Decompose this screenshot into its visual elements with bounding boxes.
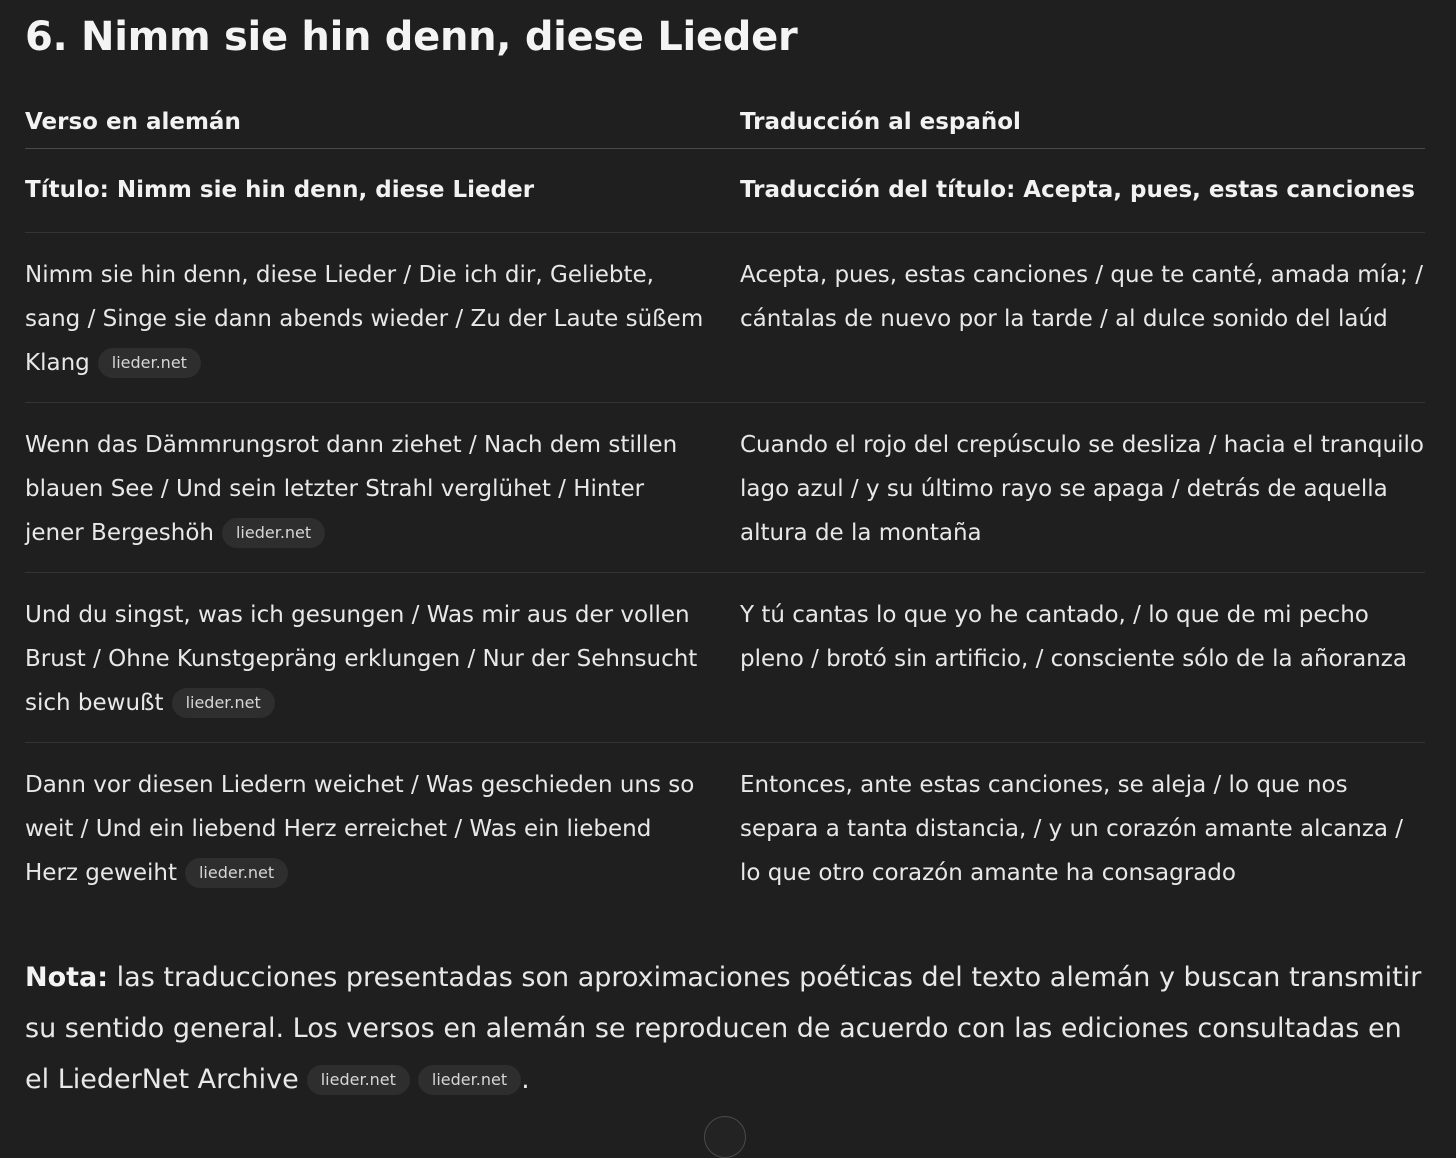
verse-german-text: Und du singst, was ich gesungen / Was mir aus der vollen Brust / Ohne Kunstgepräng erklungen / Nur der Sehnsucht sich bewußt	[25, 602, 698, 716]
verse-german	[25, 403, 740, 573]
source-chip[interactable]: lieder.net	[172, 688, 275, 718]
table-row	[25, 233, 1425, 403]
verse-spanish: Entonces, ante estas canciones, se aleja / lo que nos separa a tanta distancia, / y un corazón amante alcanza / lo que otro corazón amante ha consagrado	[740, 772, 1404, 886]
verse-spanish: Acepta, pues, estas canciones / que te canté, amada mía; / cántalas de nuevo por la tarde / al dulce sonido del laúd	[740, 233, 1425, 403]
scroll-down-button[interactable]	[704, 1116, 746, 1158]
verse-spanish: Cuando el rojo del crepúsculo se desliza / hacia el tranquilo lago azul / y su último rayo se apaga / detrás de aquella altura de la montaña	[740, 403, 1425, 573]
source-chip[interactable]: lieder.net	[307, 1065, 410, 1095]
source-chip[interactable]: lieder.net	[185, 858, 288, 888]
verse-german	[25, 573, 740, 743]
verse-german-text: Wenn das Dämmrungsrot dann ziehet / Nach dem stillen blauen See / Und sein letzter Strahl verglühet / Hinter jener Bergeshöh	[25, 432, 678, 546]
verse-german-text: Nimm sie hin denn, diese Lieder / Die ich dir, Geliebte, sang / Singe sie dann abends wieder / Zu der Laute süßem Klang	[25, 262, 704, 376]
header-german: Verso en alemán	[25, 96, 740, 149]
verse-spanish: Y tú cantas lo que yo he cantado, / lo que de mi pecho pleno / brotó sin artificio, / consciente sólo de la añoranza	[740, 573, 1425, 743]
header-spanish: Traducción al español	[740, 96, 1425, 149]
table-row	[25, 743, 1425, 913]
note-end: .	[521, 1064, 530, 1095]
table-header-row	[25, 96, 1425, 149]
note-label: Nota:	[25, 962, 109, 993]
translation-table	[25, 96, 1425, 913]
title-row	[25, 149, 1425, 233]
source-chip[interactable]: lieder.net	[418, 1065, 521, 1095]
title-spanish: Traducción del título: Acepta, pues, estas canciones	[740, 149, 1425, 233]
translation-note	[25, 952, 1425, 1105]
table-row	[25, 403, 1425, 573]
section-heading: 6. Nimm sie hin denn, diese Lieder	[25, 14, 798, 60]
verse-german-text: Dann vor diesen Liedern weichet / Was geschieden uns so weit / Und ein liebend Herz erreichet / Was ein liebend Herz geweiht	[25, 772, 695, 886]
source-chip[interactable]: lieder.net	[222, 518, 325, 548]
note-text: las traducciones presentadas son aproximaciones poéticas del texto alemán y buscan transmitir su sentido general. Los versos en alemán se reproducen de acuerdo con las ediciones consultadas en el LiederNet Archive	[25, 962, 1422, 1095]
table-row	[25, 573, 1425, 743]
title-german: Título: Nimm sie hin denn, diese Lieder	[25, 149, 740, 233]
source-chip[interactable]: lieder.net	[98, 348, 201, 378]
verse-german	[25, 743, 740, 913]
verse-german	[25, 233, 740, 403]
